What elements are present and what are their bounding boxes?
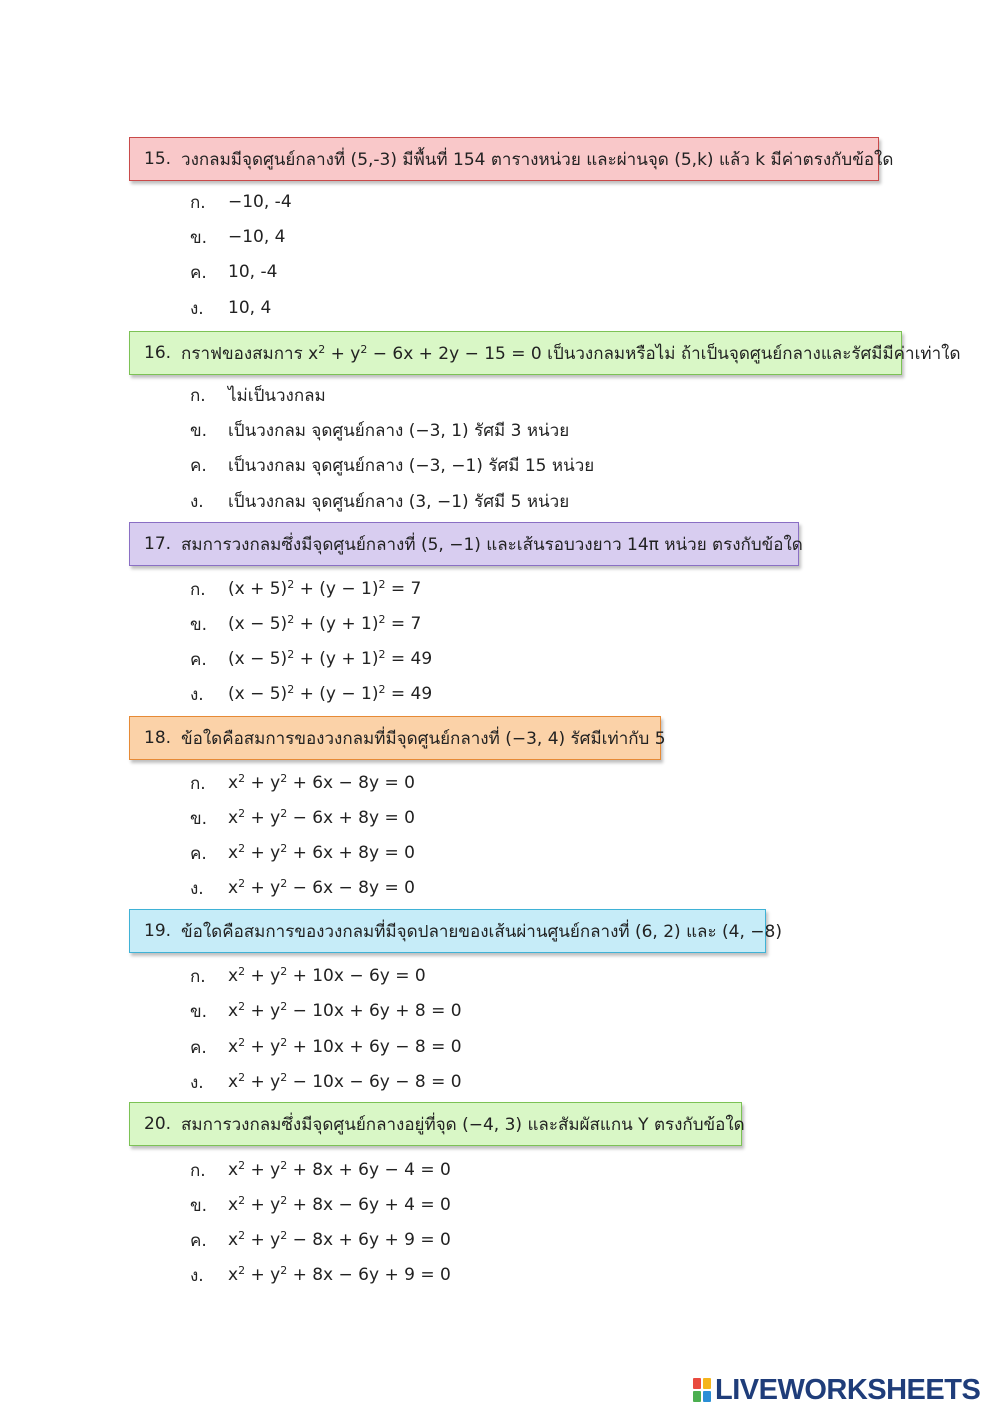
question-20-box [129,1102,745,1146]
option-label: ง. [190,1072,204,1093]
option-label: ก. [190,966,206,987]
option-label: ก. [190,773,206,794]
logo-icon [693,1378,711,1402]
option-label: ง. [190,491,204,512]
option-text: $(x - 5)^2 + (y + 1)^2 = 7$ [228,613,422,634]
option-label: ก. [190,579,206,600]
option-label: ก. [190,1160,206,1181]
option-label: ค. [190,1037,207,1058]
logo-block-icon [703,1391,711,1402]
exponent: 2 [280,1194,288,1207]
option[interactable] [190,1034,462,1060]
exponent: 2 [318,342,326,356]
question-text: ข้อใดคือสมการของวงกลมที่มีจุดปลายของเส้นผ่านศูนย์กลางที่ (6, 2) และ (4, −8) [181,921,782,942]
option-text: $(x - 5)^2 + (y + 1)^2 = 49$ [228,648,433,669]
option-label: ข. [190,614,208,635]
exponent: 2 [378,683,386,696]
question-16-box [129,331,961,375]
option[interactable] [190,770,415,796]
exponent: 2 [238,1071,246,1084]
option-text: $x^2 + y^2 - 8x + 6y + 9 = 0$ [228,1229,451,1250]
exponent: 2 [287,613,295,626]
exponent: 2 [238,1159,246,1172]
option[interactable] [190,259,277,285]
option[interactable] [190,1069,462,1095]
option[interactable] [190,998,462,1024]
option[interactable] [190,646,432,672]
exponent: 2 [280,842,288,855]
option-text: $x^2 + y^2 + 6x - 8y = 0$ [228,772,415,793]
exponent: 2 [238,1000,246,1013]
option-label: ค. [190,843,207,864]
exponent: 2 [238,1229,246,1242]
option-label: ก. [190,385,206,406]
option[interactable] [190,488,569,514]
option[interactable] [190,1262,451,1288]
option-label: ง. [190,298,204,319]
option-text: $x^2 + y^2 + 10x + 6y - 8 = 0$ [228,1036,462,1057]
option-text: −10, -4 [228,192,292,212]
exponent: 2 [287,578,295,591]
exponent: 2 [238,1036,246,1049]
option[interactable] [190,189,292,215]
exponent: 2 [280,1159,288,1172]
option-text: เป็นวงกลม จุดศูนย์กลาง (−3, −1) รัศมี 15 หน่วย [228,455,595,476]
exponent: 2 [280,1071,288,1084]
option-text: $x^2 + y^2 + 8x - 6y + 9 = 0$ [228,1264,451,1285]
option-label: ข. [190,808,208,829]
option-label: ง. [190,684,204,705]
option-label: ก. [190,192,206,213]
exponent: 2 [287,683,295,696]
question-number: 18. [144,728,172,748]
question-number: 16. [144,343,172,363]
question-text: ข้อใดคือสมการของวงกลมที่มีจุดศูนย์กลางที่ (−3, 4) รัศมีเท่ากับ 5 [181,728,666,749]
question-number: 19. [144,921,172,941]
exponent: 2 [280,772,288,785]
exponent: 2 [238,1194,246,1207]
option[interactable] [190,382,326,408]
question-19-box [129,909,782,953]
exponent: 2 [280,1264,288,1277]
question-text: สมการวงกลมซึ่งมีจุดศูนย์กลางอยู่ที่จุด (−4, 3) และสัมผัสแกน Y ตรงกับข้อใด [181,1114,745,1135]
option-label: ข. [190,1001,208,1022]
option[interactable] [190,963,426,989]
exponent: 2 [287,648,295,661]
option[interactable] [190,1192,451,1218]
option-label: ง. [190,1265,204,1286]
exponent: 2 [378,578,386,591]
option-text: เป็นวงกลม จุดศูนย์กลาง (3, −1) รัศมี 5 หน่วย [228,491,570,512]
exponent: 2 [280,1229,288,1242]
exponent: 2 [238,965,246,978]
logo-block-icon [693,1391,701,1402]
question-18-box [129,716,666,760]
question-17-box [129,522,803,566]
question-number: 15. [144,149,172,169]
liveworksheets-logo[interactable] [693,1375,980,1405]
option-text: $x^2 + y^2 + 6x + 8y = 0$ [228,842,415,863]
logo-block-icon [693,1378,701,1389]
question-number: 17. [144,534,172,554]
option-text: $x^2 + y^2 + 8x + 6y - 4 = 0$ [228,1159,451,1180]
exponent: 2 [280,1036,288,1049]
option-text: ไม่เป็นวงกลม [228,385,326,406]
exponent: 2 [360,342,368,356]
option[interactable] [190,611,421,637]
exponent: 2 [280,965,288,978]
option[interactable] [190,1157,451,1183]
question-text: วงกลมมีจุดศูนย์กลางที่ (5,-3) มีพื้นที่ 154 ตารางหน่วย และผ่านจุด (5,k) แล้ว k มีค่าตรงกับข้อใด [181,149,894,170]
option-text: $(x - 5)^2 + (y - 1)^2 = 49$ [228,683,433,704]
option-text: $x^2 + y^2 - 10x - 6y - 8 = 0$ [228,1071,462,1092]
question-text: กราฟของสมการ $x^2 + y^2 - 6x + 2y - 15 = 0$ เป็นวงกลมหรือไม่ ถ้าเป็นจุดศูนย์กลางและรัศมีมีค่าเท่าใด [181,342,961,364]
option[interactable] [190,452,594,478]
option[interactable] [190,224,286,250]
option-label: ข. [190,1195,208,1216]
option-text: $x^2 + y^2 - 6x + 8y = 0$ [228,807,415,828]
option-text: 10, 4 [228,298,272,318]
logo-text: LIVEWORKSHEETS [715,1373,981,1406]
exponent: 2 [238,807,246,820]
exponent: 2 [238,772,246,785]
option-label: ข. [190,420,208,441]
exponent: 2 [238,1264,246,1277]
option-text: −10, 4 [228,227,286,247]
option[interactable] [190,840,415,866]
option-label: ค. [190,455,207,476]
exponent: 2 [378,648,386,661]
option-text: $x^2 + y^2 + 8x - 6y + 4 = 0$ [228,1194,451,1215]
exponent: 2 [280,1000,288,1013]
option[interactable] [190,295,271,321]
option[interactable] [190,875,415,901]
exponent: 2 [238,842,246,855]
question-text: สมการวงกลมซึ่งมีจุดศูนย์กลางที่ (5, −1) และเส้นรอบวงยาว 14π หน่วย ตรงกับข้อใด [181,534,803,555]
exponent: 2 [280,807,288,820]
exponent: 2 [378,613,386,626]
option-text: $x^2 + y^2 - 6x - 8y = 0$ [228,877,415,898]
option[interactable] [190,681,432,707]
option[interactable] [190,576,421,602]
exponent: 2 [238,877,246,890]
option-label: ง. [190,878,204,899]
option-label: ข. [190,227,208,248]
question-number: 20. [144,1114,172,1134]
option-text: $x^2 + y^2 + 10x - 6y = 0$ [228,965,426,986]
option[interactable] [190,417,569,443]
option-label: ค. [190,1230,207,1251]
option[interactable] [190,805,415,831]
option-text: 10, -4 [228,262,278,282]
option-label: ค. [190,262,207,283]
option-label: ค. [190,649,207,670]
option-text: $x^2 + y^2 - 10x + 6y + 8 = 0$ [228,1000,462,1021]
option[interactable] [190,1227,451,1253]
logo-block-icon [703,1378,711,1389]
option-text: เป็นวงกลม จุดศูนย์กลาง (−3, 1) รัศมี 3 หน่วย [228,420,570,441]
question-15-box [129,137,894,181]
exponent: 2 [280,877,288,890]
option-text: $(x + 5)^2 + (y - 1)^2 = 7$ [228,578,422,599]
